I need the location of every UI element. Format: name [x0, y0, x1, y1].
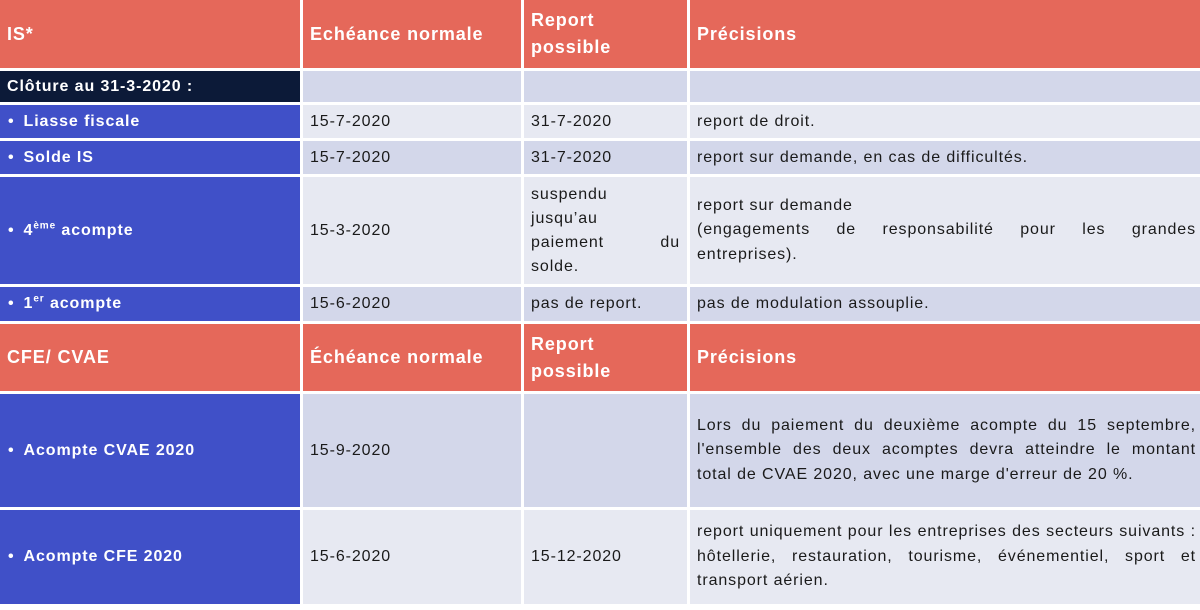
- cfe-header-row: [0, 324, 1200, 391]
- row-report: pas de report.: [524, 287, 687, 321]
- is-header-precisions: Précisions: [690, 0, 1200, 68]
- row-precisions: Lors du paiement du deuxième acompte du 15 septembre, l'ensemble des deux acomptes devra atteindre le montant total de CVAE 2020, avec une marge d'erreur de 20 %.: [690, 394, 1200, 507]
- is-header-report-line1: Report: [531, 10, 595, 30]
- row-label-solde: [0, 141, 300, 174]
- row-label-sup: ème: [33, 220, 57, 232]
- cloture-row: [0, 71, 1200, 102]
- bullet-icon: •: [8, 548, 15, 565]
- row-precisions: report de droit.: [690, 105, 1200, 138]
- row-label-text: acompte: [44, 295, 123, 312]
- report-line-justified: [531, 231, 680, 255]
- precisions-text: (engagements de responsabilité pour les grandes entreprises).: [697, 221, 1196, 263]
- cfe-header-echeance: Échéance normale: [303, 324, 521, 391]
- bullet-icon: •: [8, 112, 15, 130]
- is-header-echeance: Echéance normale: [303, 0, 521, 68]
- row-report: 15-12-2020: [524, 510, 687, 604]
- row-echeance: 15-7-2020: [303, 141, 521, 174]
- table-row: [0, 141, 1200, 174]
- row-label-text: Solde IS: [23, 148, 94, 166]
- table-row: [0, 287, 1200, 321]
- cfe-header-title: CFE/ CVAE: [0, 324, 300, 391]
- report-line: suspendu: [531, 185, 608, 203]
- row-echeance: 15-3-2020: [303, 177, 521, 284]
- row-label-text: Acompte CFE 2020: [23, 548, 183, 565]
- table-row: [0, 177, 1200, 284]
- cfe-header-report-line2: possible: [531, 360, 612, 381]
- cfe-header-precisions: Précisions: [690, 324, 1200, 391]
- is-header-row: [0, 0, 1200, 68]
- row-label-num: 1: [23, 295, 34, 312]
- row-report: 31-7-2020: [524, 141, 687, 174]
- row-label-text: acompte: [56, 221, 134, 239]
- cloture-echeance: [303, 71, 521, 102]
- row-echeance: 15-6-2020: [303, 287, 521, 321]
- row-precisions: pas de modulation assouplie.: [690, 287, 1200, 321]
- cloture-label: Clôture au 31-3-2020 :: [0, 71, 300, 102]
- row-echeance: 15-9-2020: [303, 394, 521, 507]
- row-label-cvae: [0, 394, 300, 507]
- row-label-1er-acompte: [0, 287, 300, 321]
- report-line: solde.: [531, 257, 580, 275]
- bullet-icon: •: [8, 441, 15, 459]
- table-row: [0, 510, 1200, 604]
- row-echeance: 15-6-2020: [303, 510, 521, 604]
- report-word: paiement: [531, 233, 605, 251]
- table-row: [0, 394, 1200, 507]
- row-report: [524, 394, 687, 507]
- table-row: [0, 105, 1200, 138]
- precisions-line: report sur demande: [697, 196, 853, 214]
- report-line: jusqu’au: [531, 209, 598, 227]
- bullet-icon: •: [8, 295, 15, 312]
- is-header-title: IS*: [0, 0, 300, 68]
- is-header-report-line2: possible: [531, 37, 612, 57]
- row-precisions: report uniquement pour les entreprises des secteurs suivants : hôtellerie, restauration, tourisme, événementiel, sport et transport aérien.: [690, 510, 1200, 604]
- row-report: [524, 177, 687, 284]
- cloture-precisions: [690, 71, 1200, 102]
- row-label-sup: er: [33, 293, 45, 305]
- row-label-4eme-acompte: [0, 177, 300, 284]
- cloture-report: [524, 71, 687, 102]
- row-precisions: report sur demande, en cas de difficultés.: [690, 141, 1200, 174]
- is-header-report: [524, 0, 687, 68]
- row-label-num: 4: [23, 221, 34, 239]
- row-label-text: Acompte CVAE 2020: [23, 441, 196, 459]
- row-label-liasse: [0, 105, 300, 138]
- cfe-header-report-line1: Report: [531, 333, 595, 354]
- bullet-icon: •: [8, 221, 15, 239]
- bullet-icon: •: [8, 148, 15, 166]
- row-precisions: [690, 177, 1200, 284]
- cfe-header-report: [524, 324, 687, 391]
- report-word: du: [660, 233, 680, 251]
- row-report: 31-7-2020: [524, 105, 687, 138]
- row-label-text: Liasse fiscale: [23, 112, 141, 130]
- row-echeance: 15-7-2020: [303, 105, 521, 138]
- row-label-cfe: [0, 510, 300, 604]
